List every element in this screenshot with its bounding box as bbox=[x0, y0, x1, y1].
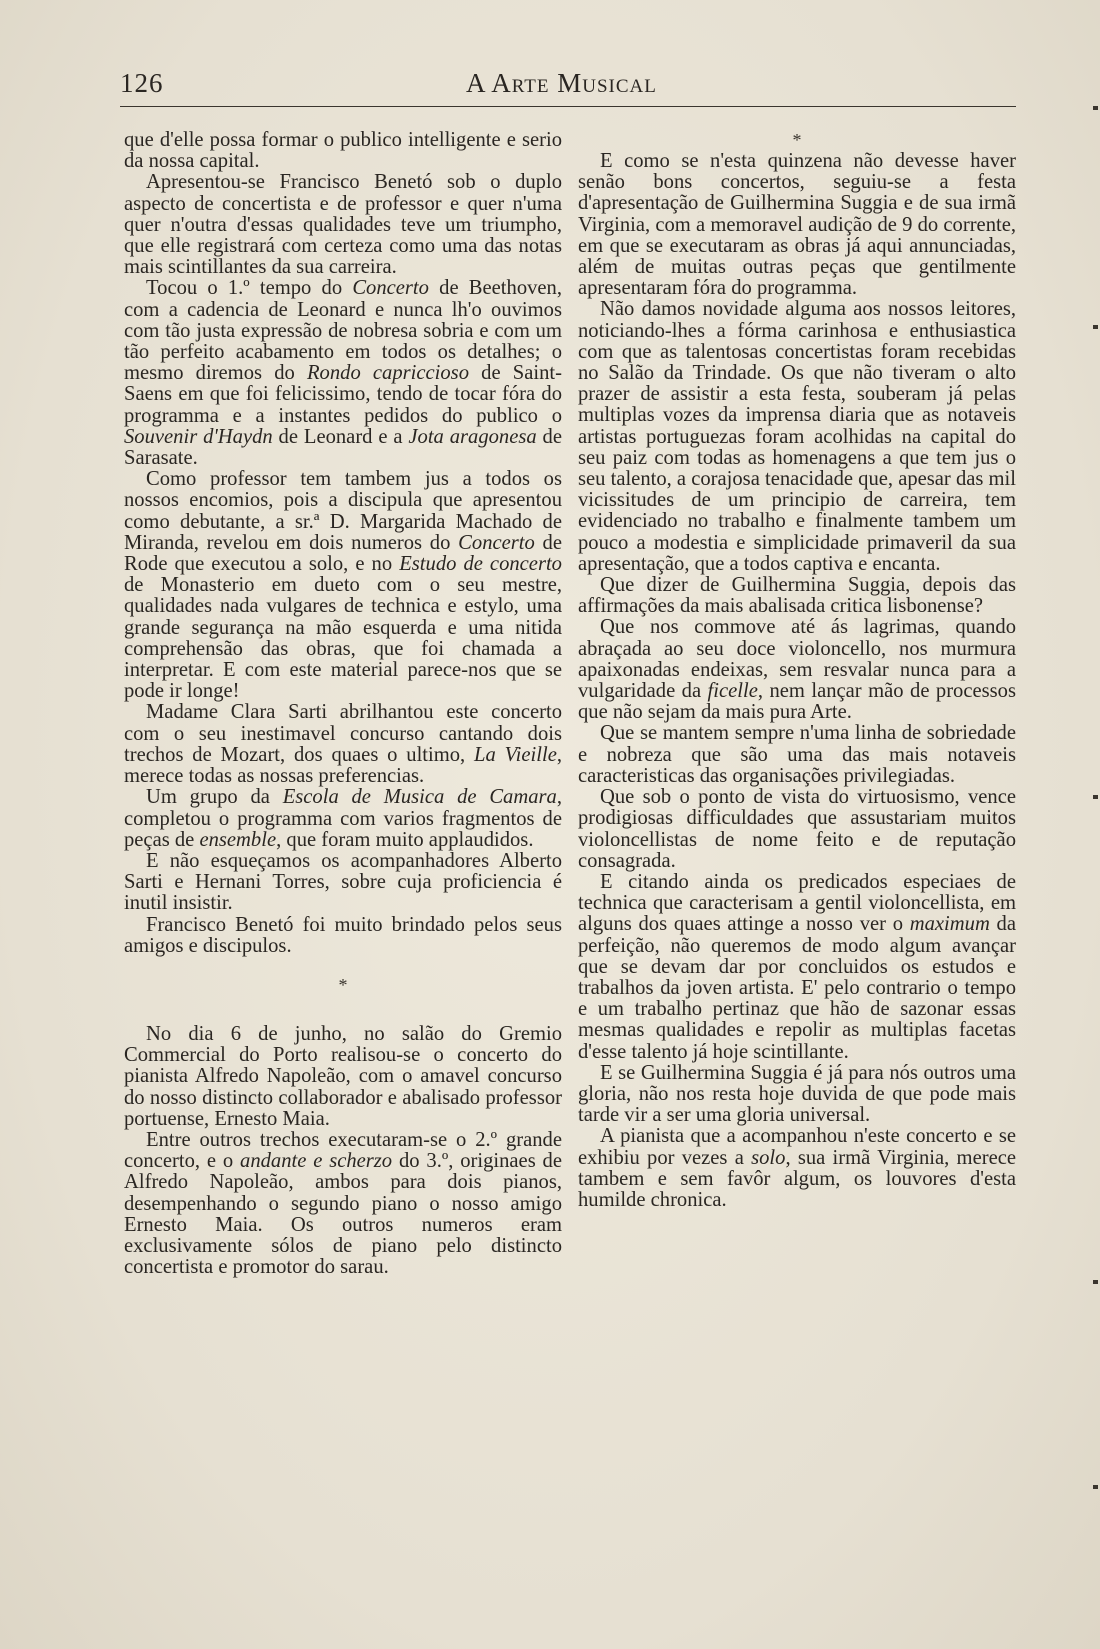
italic-title: andante e scherzo bbox=[240, 1150, 393, 1173]
paragraph: E citando ainda os predicados especiaes de technica que caracterisam a gentil violoncellista, em alguns dos quaes attinge a nosso ver o maximum da perfeição, não queremos de modo algum avançar que se devam dar por concluidos os estudos e trabalhos da joven artista. E' pelo contrario o tempo e um trabalho pertinaz que hão de sazonar essas mesmas qualidades e repolir as multiplas facetas d'esse talento já hoje scintillante. bbox=[578, 870, 1016, 1063]
italic-title: La Vieille bbox=[474, 743, 557, 766]
italic-title: ensemble bbox=[199, 828, 277, 851]
paragraph: Não damos novidade alguma aos nossos leitores, noticiando-lhes a fórma carinhosa e enthusiastica com que as talentosas concertistas foram recebidas no Salão da Trindade. Os que não tiveram o alto prazer de assistir a esta festa, souberam já pelas multiplas vozes da imprensa diaria que as notaveis artistas portuguezas foram acolhidas na capital do seu paiz com todas as homenagens a que tem jus o seu talento, a corajosa tenacidade que, apesar das mil vicissitudes de um principio de carreira, tem evidenciado no trabalho e finalmente tambem um pouco a modestia e simplicidade primaveril da sua apresentação, que a todos captiva e encanta. bbox=[578, 298, 1016, 575]
paragraph: A pianista que a acompanhou n'este concerto e se exhibiu por vezes a solo, sua irmã Virginia, merece tambem e sem favôr algum, os louvores d'esta humilde chronica. bbox=[578, 1125, 1016, 1211]
paragraph: Que nos commove até ás lagrimas, quando abraçada ao seu doce violoncello, nos murmura apaixonadas endeixas, sem resvalar nunca para a vulgaridade da ficelle, nem lançar mão de processos que não sejam da mais pura Arte. bbox=[578, 616, 1016, 724]
italic-title: ficelle bbox=[707, 680, 758, 703]
italic-title: Jota aragonesa bbox=[408, 425, 537, 448]
italic-title: maximum bbox=[909, 913, 990, 936]
paragraph: Madame Clara Sarti abrilhantou este concerto com o seu inestimavel concurso cantando dois trechos de Mozart, dos quaes o ultimo, La Vieille, merece todas as nossas preferencias. bbox=[124, 701, 562, 788]
paragraph: Tocou o 1.º tempo do Concerto de Beethoven, com a cadencia de Leonard e nunca lh'o ouvimos com tão justa expressão de nobresa sobria e com um tão perfeito acabamento em todos os detalhes; o mesmo diremos do Rondo capriccioso de Saint-Saens em que foi felicissimo, tendo de tocar fóra do programma e a instantes pedidos do publico o Souvenir d'Haydn de Leonard e a Jota aragonesa de Sarasate. bbox=[124, 277, 562, 470]
italic-title: Concerto bbox=[458, 531, 535, 554]
header-rule bbox=[120, 106, 1016, 107]
paragraph: que d'elle possa formar o publico intelligente e serio da nossa capital. bbox=[124, 129, 562, 173]
italic-title: Estudo de concerto bbox=[399, 553, 562, 576]
section-separator: * bbox=[792, 130, 802, 150]
paragraph: Um grupo da Escola de Musica de Camara, completou o programma com varios fragmentos de peças de ensemble, que foram muito applaudidos. bbox=[124, 786, 562, 851]
page-number: 126 bbox=[120, 68, 164, 98]
left-column bbox=[124, 130, 562, 1278]
italic-title: Rondo capriccioso bbox=[306, 362, 469, 385]
paragraph: Entre outros trechos executaram-se o 2.º grande concerto, e o andante e scherzo do 3.º, originaes de Alfredo Napoleão, ambos para dois pianos, desempenhando o segundo piano o nosso amigo Ernesto Maia. Os outros numeros eram exclusivamente sólos de piano pelo distincto concertista e promotor do sarau. bbox=[124, 1128, 562, 1279]
paragraph: No dia 6 de junho, no salão do Gremio Commercial do Porto realisou-se o concerto do pianista Alfredo Napoleão, com o amavel concurso do nosso distincto collaborador e abalisado professor portuense, Ernesto Maia. bbox=[124, 1022, 562, 1130]
paragraph: E não esqueçamos os acompanhadores Alberto Sarti e Hernani Torres, sobre cuja proficiencia é inutil insistir. bbox=[124, 849, 562, 915]
page-header bbox=[120, 66, 1016, 106]
paragraph: Francisco Benetó foi muito brindado pelos seus amigos e discipulos. bbox=[124, 913, 562, 957]
paragraph: Que sob o ponto de vista do virtuosismo, vence prodigiosas difficuldades que assustariam muitos violoncellistas de nome feito e de reputação consagrada. bbox=[578, 786, 1016, 872]
italic-title: Souvenir d'Haydn bbox=[124, 425, 273, 448]
italic-title: solo bbox=[751, 1146, 786, 1169]
running-title: A Arte Musical bbox=[466, 68, 657, 98]
paragraph: Que se mantem sempre n'uma linha de sobriedade e nobreza que são uma das mais notaveis caracteristicas das organisações privilegiadas. bbox=[578, 722, 1016, 787]
paragraph: Como professor tem tambem jus a todos os nossos encomios, pois a discipula que apresentou como debutante, a sr.ª D. Margarida Machado de Miranda, revelou em dois numeros do Concerto de Rode que executou a solo, e no Estudo de concerto de Monasterio em dueto com o seu mestre, qualidades nada vulgares de technica e estylo, uma grande segurança na mão esquerda e uma nitida comprehensão das obras, que foi chamada a interpretar. E com este material parece-nos que se pode ir longe! bbox=[124, 468, 562, 703]
edge-tick-marks bbox=[1090, 100, 1100, 1560]
paragraph: Que dizer de Guilhermina Suggia, depois das affirmações da mais abalisada critica lisbonense? bbox=[578, 574, 1016, 618]
italic-title: Escola de Musica de Camara bbox=[282, 786, 557, 809]
right-column bbox=[578, 130, 1016, 1211]
paragraph: E como se n'esta quinzena não devesse haver senão bons concertos, seguiu-se a festa d'apresentação de Guilhermina Suggia e de sua irmã Virginia, com a memoravel audição de 9 do corrente, em que se executaram as obras já aqui annunciadas, além de muitas outras peças que gentilmente apresentaram fóra do programma. bbox=[578, 150, 1016, 300]
section-separator: * bbox=[338, 974, 348, 995]
paragraph: Apresentou-se Francisco Benetó sob o duplo aspecto de concertista e de professor e quer n'uma quer n'outra d'essas qualidades teve um triumpho, que elle registrará com certeza como uma das notas mais scintillantes da sua carreira. bbox=[124, 171, 562, 279]
paragraph: E se Guilhermina Suggia é já para nós outros uma gloria, não nos resta hoje duvida de que pode mais tarde vir a ser uma gloria universal. bbox=[578, 1061, 1016, 1127]
italic-title: Concerto bbox=[352, 277, 429, 300]
